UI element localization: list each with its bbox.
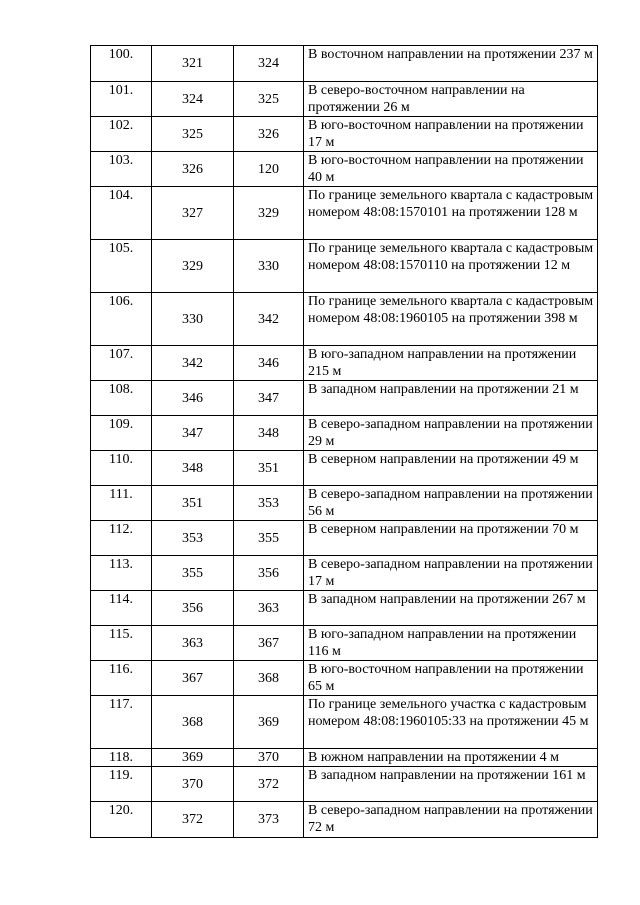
row-number: 104. — [91, 187, 152, 240]
row-description: По границе земельного квартала с кадастровым номером 48:08:1960105 на протяжении 398 м — [304, 293, 598, 346]
table-row — [91, 767, 598, 802]
table-row — [91, 240, 598, 293]
from-point: 372 — [152, 802, 234, 838]
table-row — [91, 117, 598, 152]
row-number: 115. — [91, 626, 152, 661]
table-row — [91, 486, 598, 521]
from-point: 347 — [152, 416, 234, 451]
from-point: 346 — [152, 381, 234, 416]
from-point: 353 — [152, 521, 234, 556]
to-point: 353 — [234, 486, 304, 521]
from-point: 326 — [152, 152, 234, 187]
to-point: 373 — [234, 802, 304, 838]
from-point: 367 — [152, 661, 234, 696]
to-point: 351 — [234, 451, 304, 486]
from-point: 348 — [152, 451, 234, 486]
from-point: 369 — [152, 749, 234, 767]
row-description: В юго-западном направлении на протяжении 116 м — [304, 626, 598, 661]
table-row — [91, 416, 598, 451]
row-description: В западном направлении на протяжении 21 м — [304, 381, 598, 416]
from-point: 356 — [152, 591, 234, 626]
table-row — [91, 187, 598, 240]
row-number: 103. — [91, 152, 152, 187]
from-point: 342 — [152, 346, 234, 381]
to-point: 356 — [234, 556, 304, 591]
row-description: В северо-западном направлении на протяжении 17 м — [304, 556, 598, 591]
row-description: В северо-восточном направлении на протяжении 26 м — [304, 82, 598, 117]
row-number: 100. — [91, 46, 152, 82]
row-number: 120. — [91, 802, 152, 838]
table-row — [91, 46, 598, 82]
from-point: 324 — [152, 82, 234, 117]
to-point: 329 — [234, 187, 304, 240]
from-point: 329 — [152, 240, 234, 293]
from-point: 325 — [152, 117, 234, 152]
to-point: 330 — [234, 240, 304, 293]
from-point: 355 — [152, 556, 234, 591]
from-point: 321 — [152, 46, 234, 82]
boundary-table — [90, 45, 598, 838]
table-row — [91, 293, 598, 346]
table-row — [91, 556, 598, 591]
row-description: В южном направлении на протяжении 4 м — [304, 749, 598, 767]
table-row — [91, 346, 598, 381]
document-page — [90, 45, 597, 838]
to-point: 368 — [234, 661, 304, 696]
from-point: 330 — [152, 293, 234, 346]
row-number: 113. — [91, 556, 152, 591]
from-point: 327 — [152, 187, 234, 240]
row-number: 118. — [91, 749, 152, 767]
table-row — [91, 82, 598, 117]
to-point: 369 — [234, 696, 304, 749]
row-description: В восточном направлении на протяжении 237 м — [304, 46, 598, 82]
row-number: 116. — [91, 661, 152, 696]
from-point: 368 — [152, 696, 234, 749]
row-description: В западном направлении на протяжении 267 м — [304, 591, 598, 626]
row-description: В юго-восточном направлении на протяжении 65 м — [304, 661, 598, 696]
row-description: По границе земельного квартала с кадастровым номером 48:08:1570101 на протяжении 128 м — [304, 187, 598, 240]
to-point: 326 — [234, 117, 304, 152]
table-row — [91, 381, 598, 416]
row-number: 117. — [91, 696, 152, 749]
to-point: 324 — [234, 46, 304, 82]
row-number: 111. — [91, 486, 152, 521]
row-number: 102. — [91, 117, 152, 152]
to-point: 325 — [234, 82, 304, 117]
table-row — [91, 661, 598, 696]
table-row — [91, 749, 598, 767]
table-row — [91, 591, 598, 626]
to-point: 355 — [234, 521, 304, 556]
row-number: 105. — [91, 240, 152, 293]
row-number: 114. — [91, 591, 152, 626]
row-description: В западном направлении на протяжении 161 м — [304, 767, 598, 802]
to-point: 346 — [234, 346, 304, 381]
row-number: 108. — [91, 381, 152, 416]
table-row — [91, 802, 598, 838]
row-description: В северо-западном направлении на протяжении 29 м — [304, 416, 598, 451]
from-point: 370 — [152, 767, 234, 802]
row-description: В юго-западном направлении на протяжении 215 м — [304, 346, 598, 381]
from-point: 363 — [152, 626, 234, 661]
table-row — [91, 696, 598, 749]
row-number: 119. — [91, 767, 152, 802]
row-description: По границе земельного квартала с кадастровым номером 48:08:1570110 на протяжении 12 м — [304, 240, 598, 293]
row-description: В юго-восточном направлении на протяжении 40 м — [304, 152, 598, 187]
row-description: В северном направлении на протяжении 70 м — [304, 521, 598, 556]
to-point: 342 — [234, 293, 304, 346]
table-row — [91, 152, 598, 187]
row-number: 106. — [91, 293, 152, 346]
to-point: 363 — [234, 591, 304, 626]
to-point: 370 — [234, 749, 304, 767]
row-description: В северо-западном направлении на протяжении 56 м — [304, 486, 598, 521]
to-point: 348 — [234, 416, 304, 451]
row-number: 110. — [91, 451, 152, 486]
to-point: 347 — [234, 381, 304, 416]
row-description: В северном направлении на протяжении 49 м — [304, 451, 598, 486]
to-point: 367 — [234, 626, 304, 661]
row-number: 101. — [91, 82, 152, 117]
row-description: В северо-западном направлении на протяжении 72 м — [304, 802, 598, 838]
to-point: 120 — [234, 152, 304, 187]
from-point: 351 — [152, 486, 234, 521]
row-number: 107. — [91, 346, 152, 381]
row-number: 109. — [91, 416, 152, 451]
to-point: 372 — [234, 767, 304, 802]
row-description: В юго-восточном направлении на протяжении 17 м — [304, 117, 598, 152]
table-row — [91, 626, 598, 661]
row-description: По границе земельного участка с кадастровым номером 48:08:1960105:33 на протяжении 45 м — [304, 696, 598, 749]
table-row — [91, 521, 598, 556]
row-number: 112. — [91, 521, 152, 556]
table-row — [91, 451, 598, 486]
